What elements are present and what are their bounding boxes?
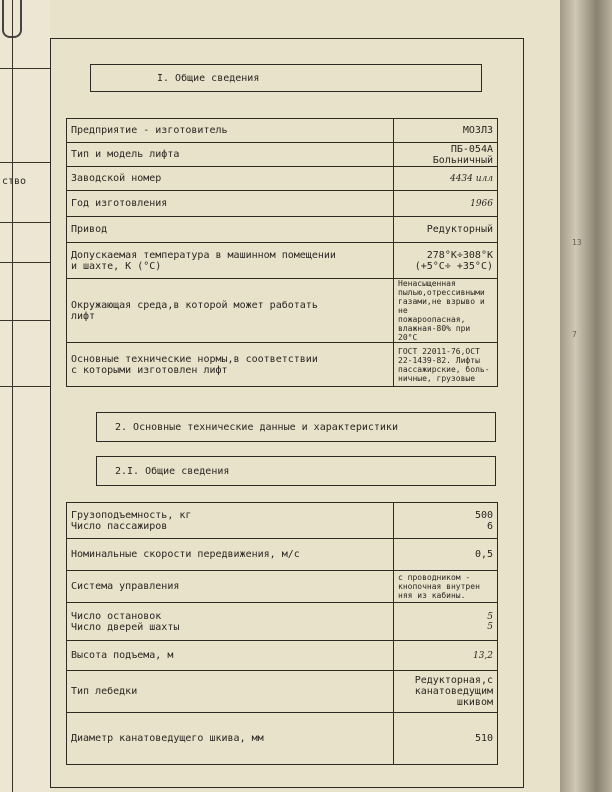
value-line: канатоведущим [414,686,493,697]
label-line: Число дверей шахты [71,621,180,633]
edge-mark: 7 [572,330,577,339]
value-line: пожароопасная, [398,315,466,324]
edge-mark: 13 [572,238,582,247]
table-row [67,603,498,641]
table-row [67,167,498,191]
strip-text: ство [2,176,27,187]
label-line: Тип и модель лифта [71,149,180,160]
row-value [394,143,498,167]
row-value [394,279,498,343]
section2-title-box [96,412,496,442]
row-label [67,279,394,343]
row-value [394,503,498,539]
value-line: Редукторная,с [414,675,493,686]
table-row [67,343,498,387]
label-line: Грузоподъемность, кг [71,509,192,521]
row-label [67,343,394,387]
row-value [394,713,498,765]
label-line: лифт [71,310,96,322]
value-line: 1966 [470,198,493,209]
technical-data-table [66,502,498,765]
row-label [67,217,394,243]
row-label [67,539,394,571]
table-row [67,503,498,539]
value-line: газами,не взрыво и не [398,297,485,315]
value-line: (+5°С÷ +35°С) [414,260,493,272]
table-row [67,243,498,279]
table-row [67,191,498,217]
value-line: 6 [486,520,493,532]
row-label [67,713,394,765]
table-row [67,119,498,143]
row-value [394,191,498,217]
value-line: с проводником - [398,573,471,582]
table-row [67,143,498,167]
value-line: пассажирские, боль- [398,364,490,374]
adjacent-page-strip [0,0,52,792]
value-line: 500 [474,509,493,521]
row-value [394,343,498,387]
row-value [394,539,498,571]
section1-title-box [90,64,482,92]
row-value [394,571,498,603]
value-line: пылью,отрессивными [398,288,485,297]
value-line: 22-1439-82. Лифты [398,355,480,365]
label-line: Тип лебедки [71,686,138,697]
row-value [394,671,498,713]
value-line: ГОСТ 22011-76,ОСТ [398,346,480,356]
label-line: Система управления [71,581,180,592]
section2-title: 2. Основные технические данные и характеристики [115,421,398,433]
row-label [67,571,394,603]
row-label [67,191,394,217]
row-value [394,167,498,191]
value-line: Ненасыщенная [398,279,456,288]
value-line: МОЗЛЗ [462,125,493,136]
section21-title-box [96,456,496,486]
row-label [67,603,394,641]
value-line: ПБ-054А [450,143,493,155]
row-label [67,243,394,279]
label-line: Диаметр канатоведущего шкива, мм [71,733,264,744]
label-line: Число остановок [71,610,162,622]
value-line: 13,2 [472,650,493,661]
value-line: шкивом [456,697,493,708]
label-line: Основные технические нормы,в соответствии [71,353,318,365]
general-info-table [66,118,498,387]
label-line: и шахте, К (°С) [71,260,162,272]
value-line: 278°К÷308°К [426,249,493,261]
table-row [67,279,498,343]
value-line: Больничный [432,154,493,166]
section1-title: I. Общие сведения [157,72,260,84]
label-line: Высота подъема, м [71,650,174,661]
row-value [394,243,498,279]
row-label [67,503,394,539]
value-line: кнопочная внутрен [398,582,480,591]
row-label [67,143,394,167]
value-line: ничные, грузовые [398,373,476,383]
table-row [67,641,498,671]
row-value [394,119,498,143]
table-row [67,217,498,243]
row-label [67,641,394,671]
value-line: влажная-80% при 20°С [398,324,471,342]
value-line: 0,5 [474,549,493,560]
value-line: 510 [474,733,493,744]
page-edge [560,0,612,792]
section21-title: 2.I. Общие сведения [115,465,230,477]
value-line: 4434 илл [449,173,493,184]
value-line: Редукторный [426,224,493,235]
label-line: Окружающая среда,в которой может работать [71,299,318,311]
row-label [67,167,394,191]
table-row [67,713,498,765]
label-line: Число пассажиров [71,520,168,532]
row-value [394,641,498,671]
label-line: Привод [71,224,108,235]
table-row [67,671,498,713]
document-page [50,0,560,792]
value-line: 5 [487,621,493,632]
row-label [67,671,394,713]
label-line: Предприятие - изготовитель [71,125,228,136]
label-line: с которыми изготовлен лифт [71,364,228,376]
table-row [67,539,498,571]
value-line: няя из кабины. [398,591,466,600]
table-row [67,571,498,603]
row-value [394,603,498,641]
label-line: Допускаемая температура в машинном помещении [71,249,336,261]
label-line: Номинальные скорости передвижения, м/с [71,549,300,560]
row-label [67,119,394,143]
label-line: Год изготовления [71,198,168,209]
label-line: Заводской номер [71,173,162,184]
value-line: 5 [487,611,493,622]
row-value [394,217,498,243]
